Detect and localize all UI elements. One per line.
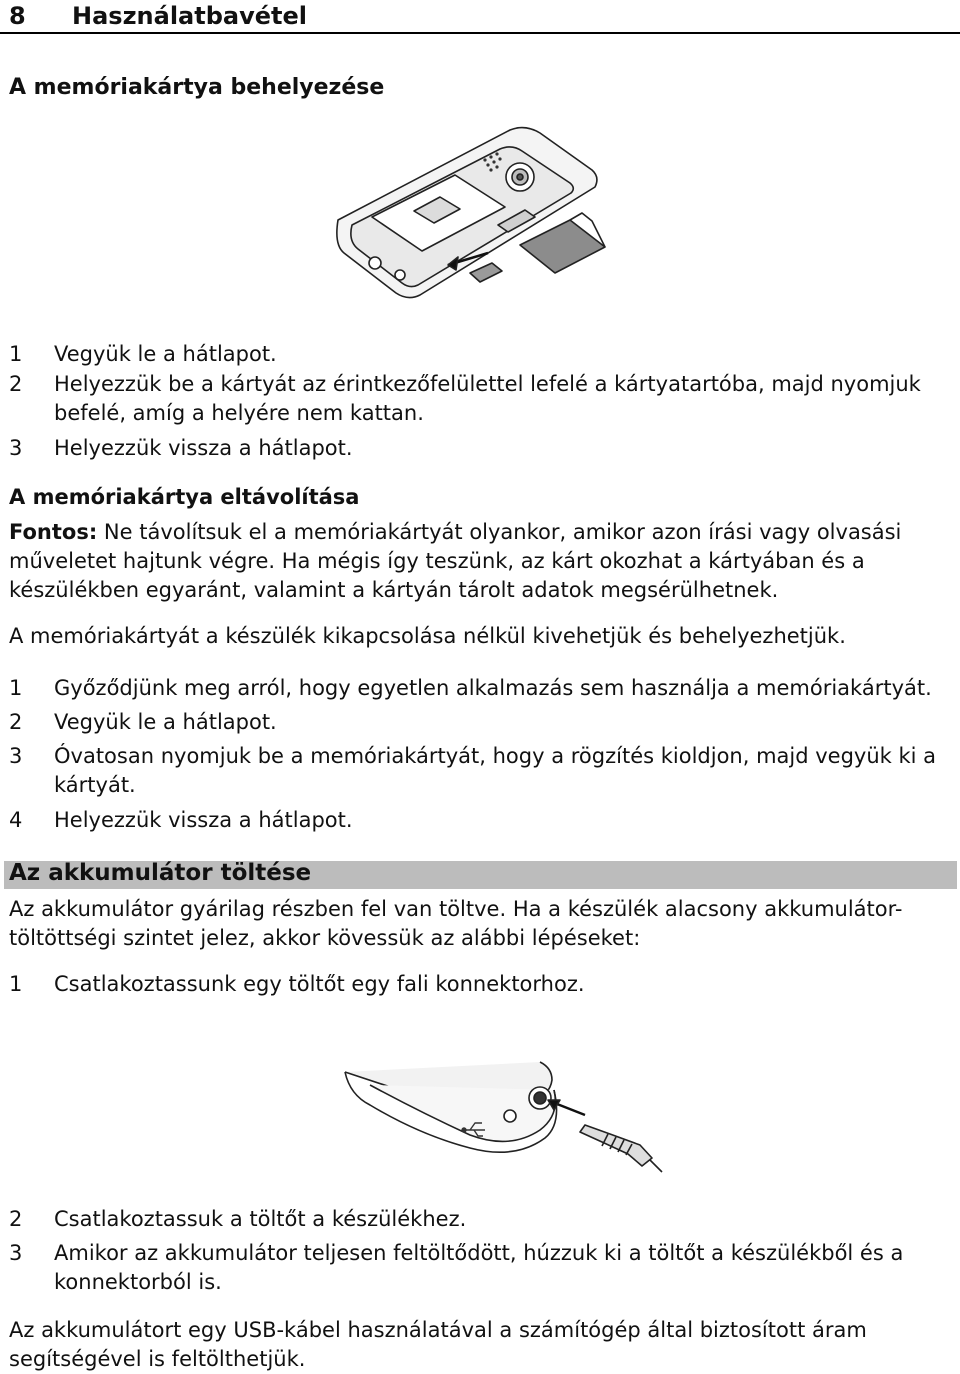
list-item: [9, 340, 954, 369]
important-label: Fontos:: [9, 520, 98, 544]
step-text: Csatlakoztassunk egy töltőt egy fali konnektorhoz.: [54, 972, 585, 996]
list-item: [9, 1205, 954, 1234]
list-item: [9, 1239, 954, 1297]
step-number: 2: [9, 372, 23, 396]
step-text: Vegyük le a hátlapot.: [54, 710, 277, 734]
list-item: [9, 370, 954, 428]
usb-charge-note: Az akkumulátort egy USB-kábel használatával a számítógép által biztosított áram segítségével is feltölthetjük.: [9, 1318, 867, 1371]
page-number: 8: [9, 2, 26, 30]
battery-intro: Az akkumulátor gyárilag részben fel van töltve. Ha a készülék alacsony akkumulátor-töltöttségi szintet jelez, akkor kövessük az alábbi lépéseket:: [9, 897, 903, 950]
step-text: Helyezzük be a kártyát az érintkezőfelülettel lefelé a kártyatartóba, majd nyomjuk befelé, amíg a helyére nem kattan.: [54, 372, 921, 425]
battery-heading-text: Az akkumulátor töltése: [9, 860, 312, 886]
step-number: 1: [9, 972, 23, 996]
charger-connect-illustration: [340, 1050, 670, 1175]
step-number: 3: [9, 1241, 23, 1265]
list-item: [9, 742, 954, 800]
remove-card-intro: A memóriakártyát a készülék kikapcsolása nélkül kivehetjük és behelyezhetjük.: [9, 624, 846, 648]
chapter-title: Használatbavétel: [72, 2, 307, 30]
step-text: Győződjünk meg arról, hogy egyetlen alkalmazás sem használja a memóriakártyát.: [54, 676, 932, 700]
step-text: Helyezzük vissza a hátlapot.: [54, 436, 353, 460]
list-item: [9, 970, 954, 999]
step-text: Amikor az akkumulátor teljesen feltöltődött, húzzuk ki a töltőt a készülékből és a konnektorból is.: [54, 1241, 904, 1294]
insert-card-heading: A memóriakártya behelyezése: [9, 75, 385, 100]
list-item: [9, 674, 954, 703]
step-number: 3: [9, 436, 23, 460]
battery-section-heading: [4, 861, 957, 889]
step-text: Vegyük le a hátlapot.: [54, 342, 277, 366]
list-item: [9, 806, 954, 835]
memory-card-insert-illustration: [330, 125, 615, 300]
step-number: 2: [9, 1207, 23, 1231]
step-number: 3: [9, 744, 23, 768]
step-text: Óvatosan nyomjuk be a memóriakártyát, hogy a rögzítés kioldjon, majd vegyük ki a kártyát.: [54, 744, 937, 797]
important-note: [9, 518, 954, 605]
list-item: [9, 434, 954, 463]
important-text: Ne távolítsuk el a memóriakártyát olyankor, amikor azon írási vagy olvasási műveletet hajtunk végre. Ha mégis így teszünk, az kárt okozhat a kártyában és a készülékben egyaránt, valamint a kártyán tárolt adatok megsérülhetnek.: [9, 520, 902, 602]
step-number: 2: [9, 710, 23, 734]
step-text: Helyezzük vissza a hátlapot.: [54, 808, 353, 832]
step-number: 4: [9, 808, 23, 832]
step-number: 1: [9, 342, 23, 366]
step-number: 1: [9, 676, 23, 700]
step-text: Csatlakoztassuk a töltőt a készülékhez.: [54, 1207, 467, 1231]
remove-card-heading: A memóriakártya eltávolítása: [9, 485, 360, 509]
list-item: [9, 708, 954, 737]
